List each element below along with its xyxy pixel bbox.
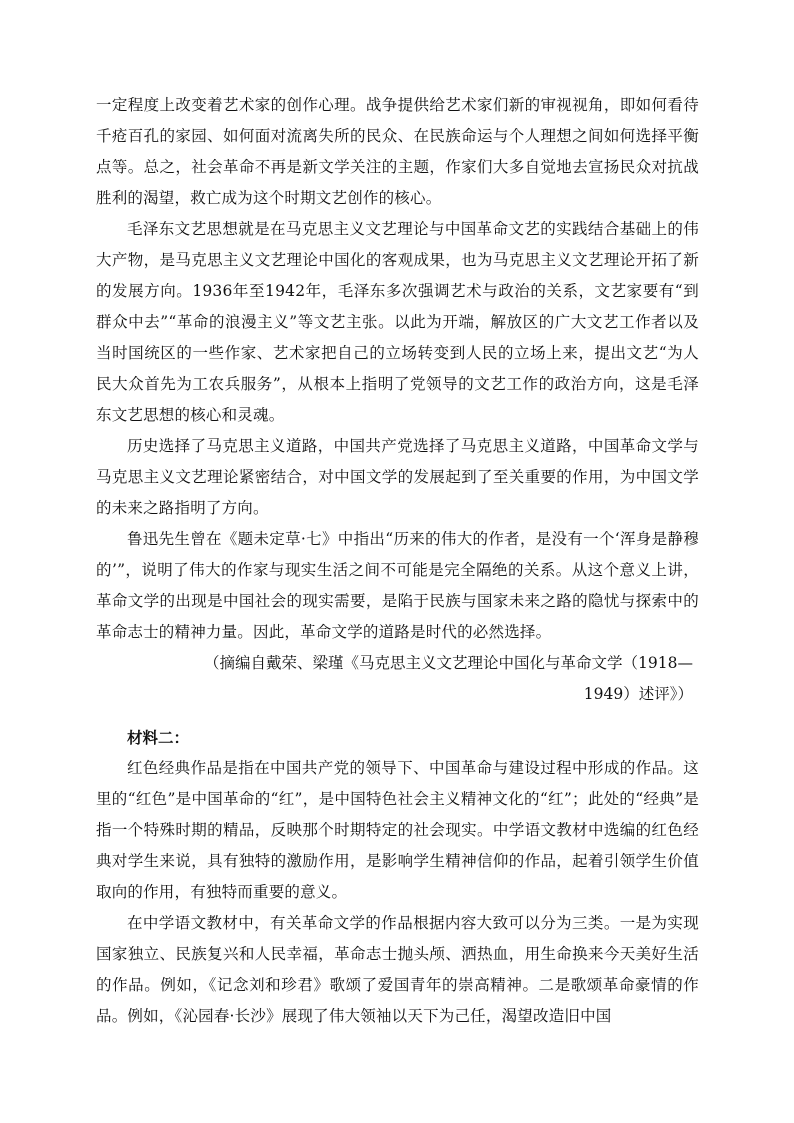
paragraph-red-classics-definition: 红色经典作品是指在中国共产党的领导下、中国革命与建设过程中形成的作品。这里的“红色”是中国革命的“红”，是中国特色社会主义精神文化的“红”；此处的“经典”是指一个特殊时期的精品，反映那个时期特定的社会现实。中学语文教材中选编的红色经典对学生来说，具有独特的激励作用，是影响学生精神信仰的作品，起着引领学生价值取向的作用，有独特而重要的意义。 <box>96 759 699 901</box>
paragraph-textbook-categories: 在中学语文教材中，有关革命文学的作品根据内容大致可以分为三类。一是为实现国家独立、民族复兴和人民幸福，革命志士抛头颅、洒热血，用生命换来今天美好生活的作品。例如，《记念刘和珍君》歌颂了爱国青年的崇高精神。二是歌颂革命豪情的作品。例如，《沁园春·长沙》展现了伟大领袖以天下为己任，渴望改造旧中国 <box>96 914 699 1025</box>
citation-source-line1: （摘编自戴荣、梁瑾《马克思主义文艺理论中国化与革命文学（1918— <box>204 654 693 672</box>
paragraph-lu-xun-quote: 鲁迅先生曾在《题未定草·七》中指出“历来的伟大的作者，是没有一个‘浑身是静穆的’”，说明了伟大的作家与现实生活之间不可能是完全隔绝的关系。从这个意义上讲，革命文学的出现是中国社会的现实需要，是陷于民族与国家未来之路的隐忧与探索中的革命志士的精神力量。因此，革命文学的道路是时代的必然选择。 <box>96 530 699 641</box>
paragraph-war-creative-psychology: 一定程度上改变着艺术家的创作心理。战争提供给艺术家们新的审视视角，即如何看待千疮百孔的家园、如何面对流离失所的民众、在民族命运与个人理想之间如何选择平衡点等。总之，社会革命不再是新文学关注的主题，作家们大多自觉地去宣扬民众对抗战胜利的渴望，救亡成为这个时期文艺创作的核心。 <box>96 96 699 207</box>
material-two-heading: 材料二： <box>127 728 190 747</box>
paragraph-mao-literary-thought: 毛泽东文艺思想就是在马克思主义文艺理论与中国革命文艺的实践结合基础上的伟大产物，是马克思主义文艺理论中国化的客观成果，也为马克思主义文艺理论开拓了新的发展方向。1936年至1942年，毛泽东多次强调艺术与政治的关系，文艺家要有“到群众中去”“革命的浪漫主义”等文艺主张。以此为开端，解放区的广大文艺工作者以及当时国统区的一些作家、艺术家把自己的立场转变到人民的立场上来，提出文艺“为人民大众首先为工农兵服务”，从根本上指明了党领导的文艺工作的政治方向，这是毛泽东文艺思想的核心和灵魂。 <box>96 220 699 424</box>
document-page <box>96 90 699 1032</box>
paragraph-marxist-path: 历史选择了马克思主义道路，中国共产党选择了马克思主义道路，中国革命文学与马克思主义文艺理论紧密结合，对中国文学的发展起到了至关重要的作用，为中国文学的未来之路指明了方向。 <box>96 437 699 517</box>
citation-source-line2: 1949）述评》） <box>583 685 693 703</box>
